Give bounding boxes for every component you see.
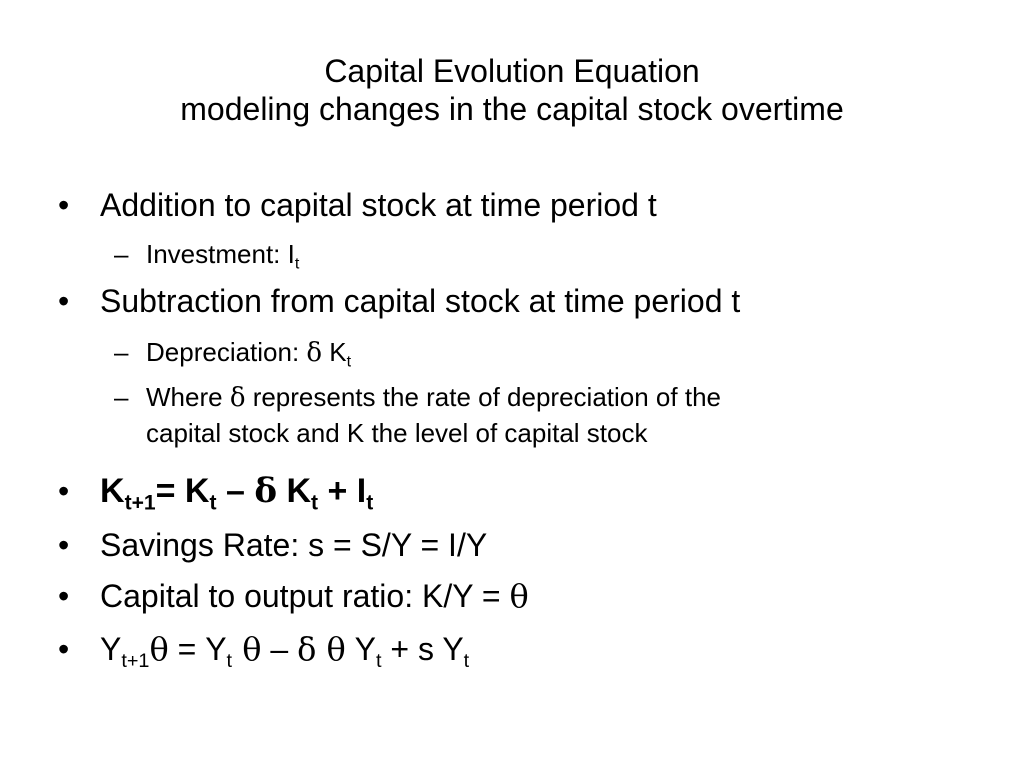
bullet-dash: – xyxy=(114,337,129,367)
output-equation xyxy=(58,630,470,672)
depreciation-k: K xyxy=(322,337,347,367)
bullet-dot: • xyxy=(58,473,70,509)
bullet-dot: • xyxy=(58,631,70,667)
subbullet-where-continued: capital stock and K the level of capital stock xyxy=(146,418,648,448)
theta-symbol: θ xyxy=(232,630,262,668)
eq2-sub-t1: t+1 xyxy=(121,649,150,672)
subbullet-where xyxy=(114,381,721,414)
eq1-plus-I: + I xyxy=(318,472,367,510)
ratio-text: Capital to output ratio: K/Y = xyxy=(100,578,510,614)
subbullet-investment xyxy=(114,238,300,273)
investment-subscript: t xyxy=(294,254,300,273)
delta-symbol: δ xyxy=(297,630,317,668)
bullet-savings-rate xyxy=(58,526,488,564)
bullet-subtraction-text: Subtraction from capital stock at time period t xyxy=(100,283,741,319)
capital-equation xyxy=(58,471,374,515)
title-line-2: modeling changes in the capital stock overtime xyxy=(180,91,844,127)
eq1-sub-t2: t xyxy=(311,491,319,515)
eq1-K: K xyxy=(100,472,125,510)
where-line1-rest: represents the rate of depreciation of the xyxy=(245,382,721,412)
eq2-plus-sY: + s Y xyxy=(381,631,464,667)
bullet-dot: • xyxy=(58,187,70,223)
bullet-capital-output-ratio xyxy=(58,577,529,615)
delta-symbol: δ xyxy=(229,383,246,413)
theta-symbol: θ xyxy=(509,577,529,615)
subbullet-depreciation xyxy=(114,336,352,371)
theta-symbol: θ xyxy=(149,630,169,668)
depreciation-subscript: t xyxy=(346,352,352,371)
eq2-minus: – xyxy=(261,631,298,667)
investment-label: Investment: I xyxy=(146,239,295,269)
delta-symbol: δ xyxy=(254,471,278,511)
eq1-sub-t1: t+1 xyxy=(124,491,156,515)
eq2-Y: Y xyxy=(100,631,122,667)
theta-symbol: θ xyxy=(316,630,346,668)
bullet-addition-text: Addition to capital stock at time period t xyxy=(100,187,657,223)
eq2-Y2: Y xyxy=(345,631,377,667)
bullet-dot: • xyxy=(58,527,70,563)
eq1-K2: K xyxy=(277,472,312,510)
title-line-1: Capital Evolution Equation xyxy=(324,53,700,89)
delta-symbol: δ xyxy=(306,338,323,368)
depreciation-label: Depreciation: xyxy=(146,337,307,367)
bullet-dash: – xyxy=(114,239,129,269)
bullet-dash: – xyxy=(114,382,129,412)
bullet-addition xyxy=(58,186,657,224)
eq2-sub-t2: t xyxy=(376,649,382,672)
eq1-sub-t: t xyxy=(209,491,217,515)
eq2-sub-t: t xyxy=(226,649,233,672)
eq1-sub-t3: t xyxy=(366,491,374,515)
eq2-eq-Y: = Y xyxy=(168,631,227,667)
eq1-eq-K: = K xyxy=(155,472,210,510)
bullet-subtraction xyxy=(58,282,741,320)
savings-text: Savings Rate: s = S/Y = I/Y xyxy=(100,527,488,563)
bullet-dot: • xyxy=(58,578,70,614)
bullet-dot: • xyxy=(58,283,70,319)
where-prefix: Where xyxy=(146,382,230,412)
eq1-minus: – xyxy=(216,472,255,510)
slide-title xyxy=(0,52,1024,128)
eq2-sub-t3: t xyxy=(463,649,470,672)
